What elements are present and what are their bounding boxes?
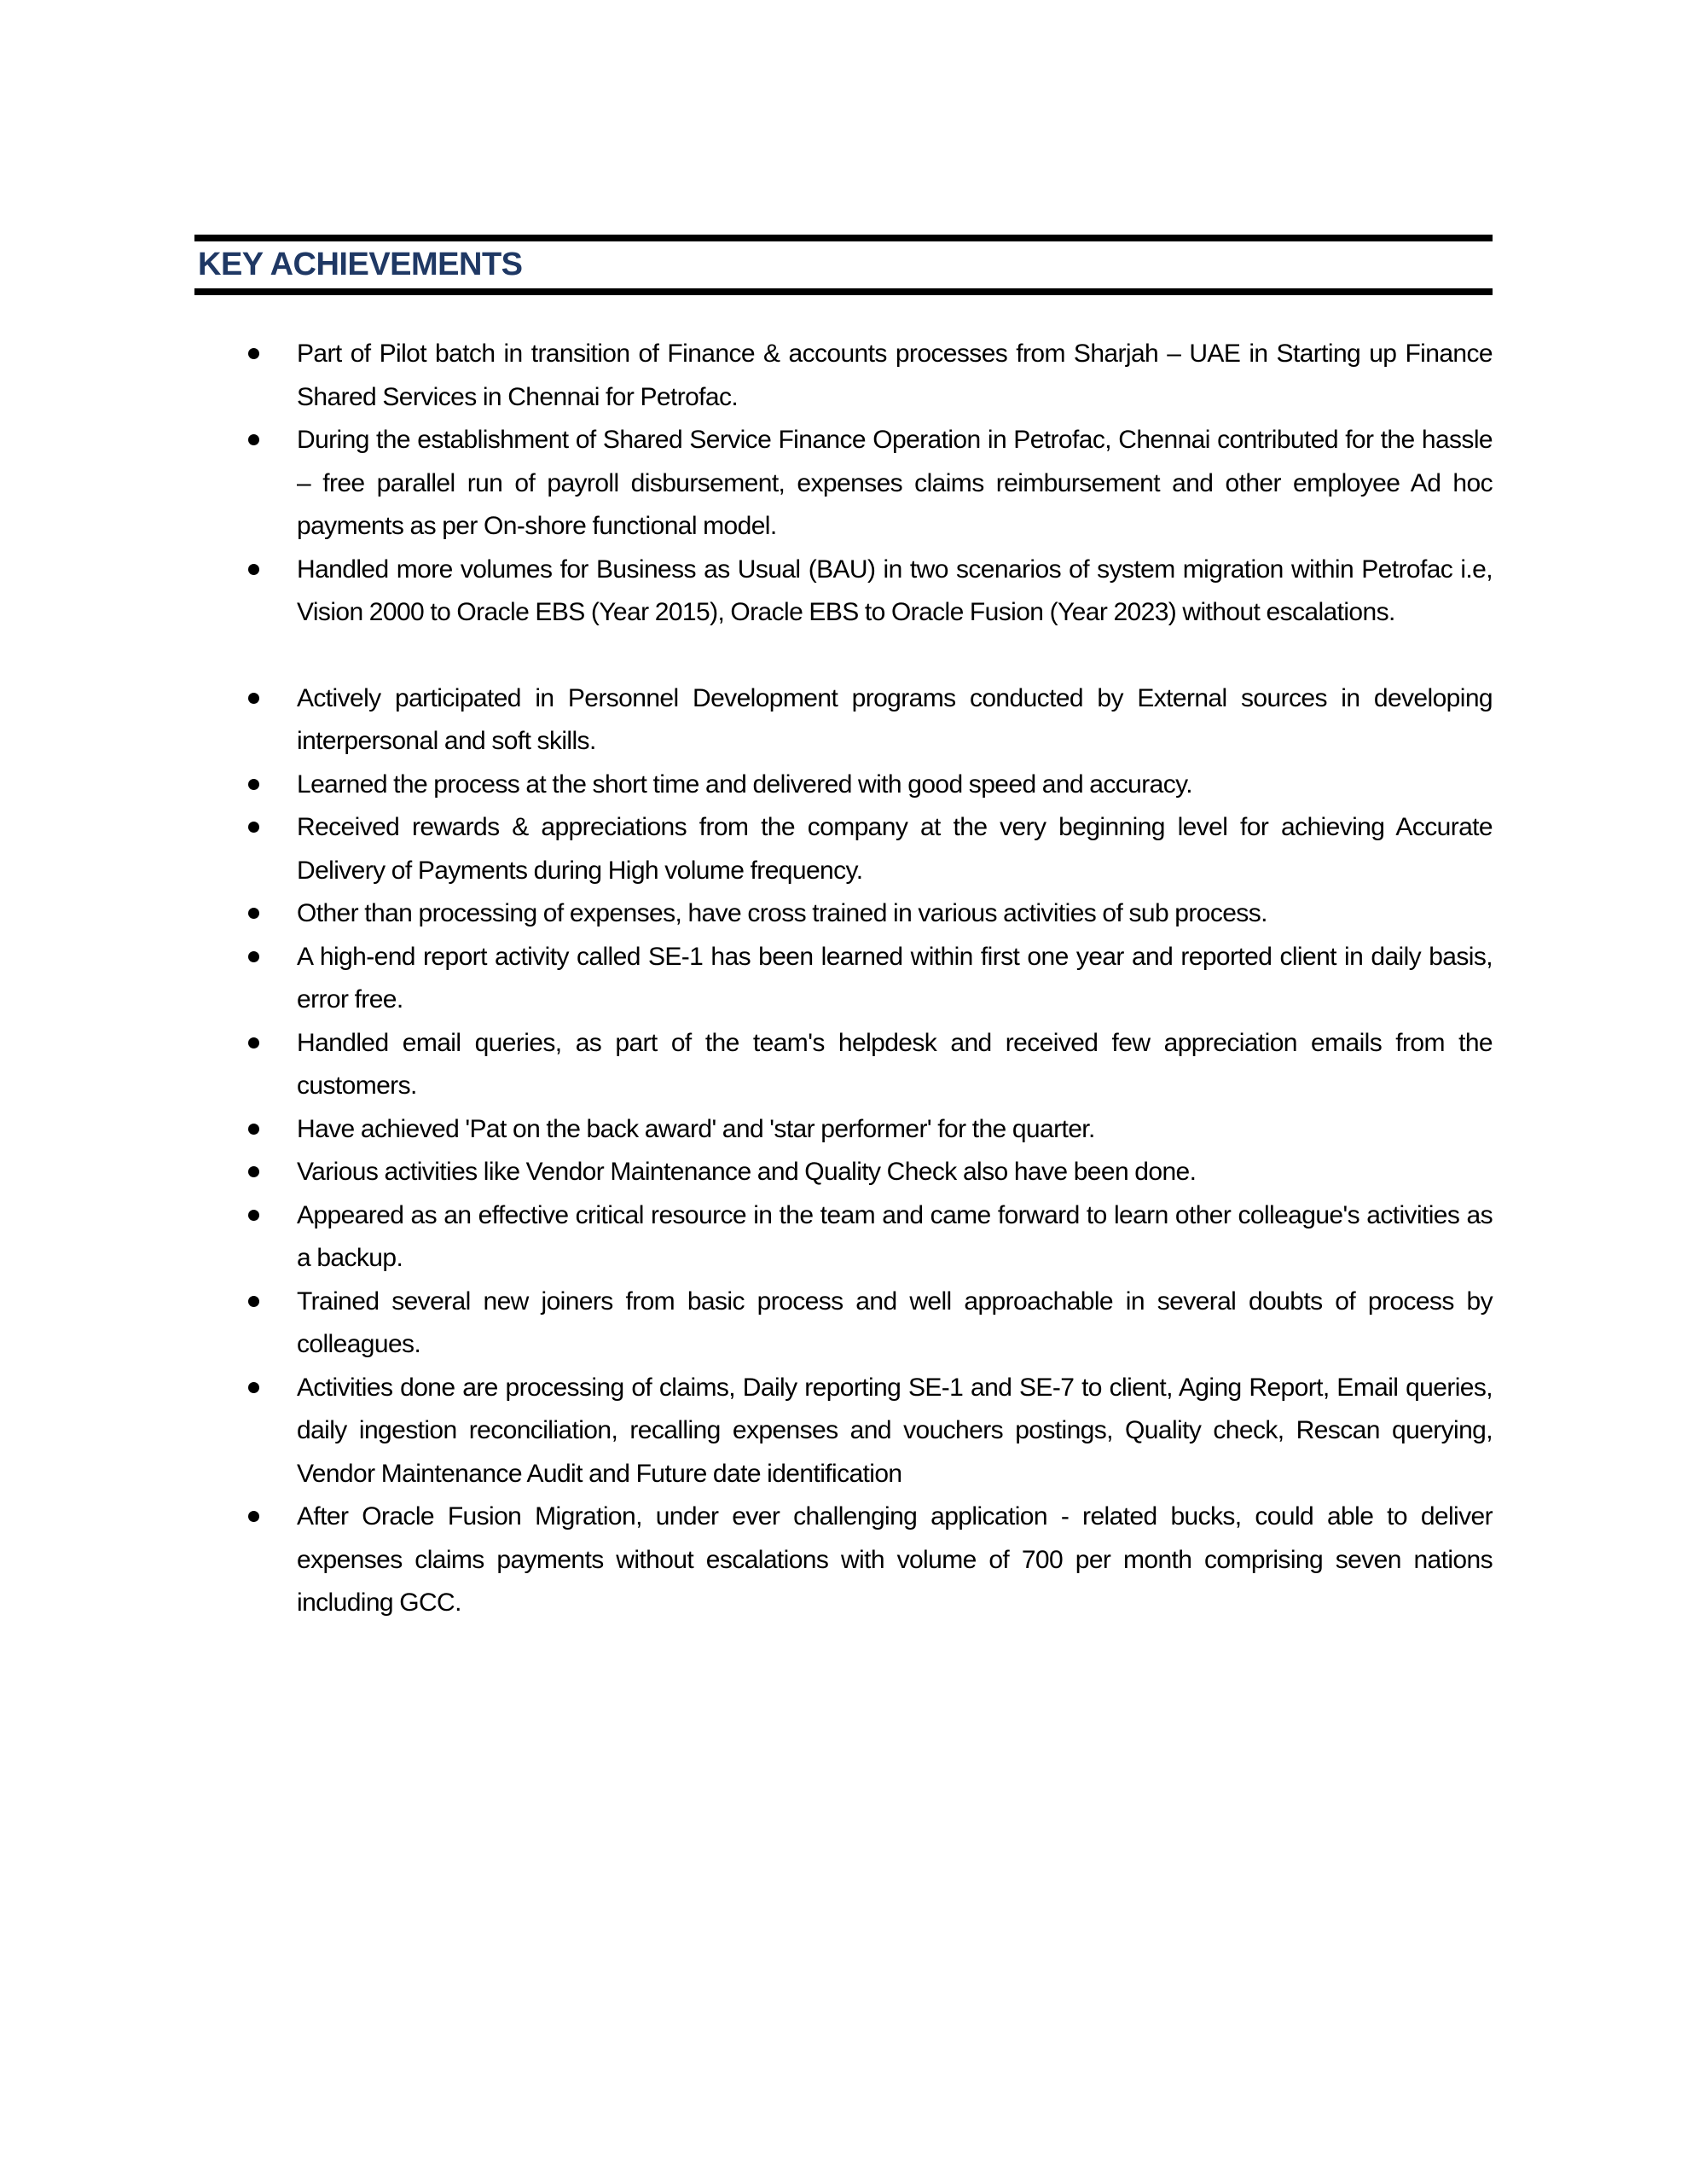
bottom-rule <box>194 288 1493 295</box>
achievement-text: Other than processing of expenses, have cross trained in various activities of sub process. <box>297 899 1267 927</box>
achievement-text: Learned the process at the short time and delivered with good speed and accuracy. <box>297 770 1193 799</box>
bullet-icon <box>248 1124 259 1135</box>
achievement-text: Appeared as an effective critical resource in the team and came forward to learn other colleague's activities as a backup. <box>297 1200 1493 1272</box>
bullet-icon <box>248 1210 259 1221</box>
achievement-text: During the establishment of Shared Service Finance Operation in Petrofac, Chennai contributed for the hassle – free parallel run of payroll disbursement, expenses claims reimbursement and other employee Ad hoc payments as per On-shore functional model. <box>297 426 1493 540</box>
bullet-icon <box>248 1382 259 1393</box>
top-rule <box>194 235 1493 241</box>
list-item <box>194 764 1493 807</box>
list-item <box>194 1367 1493 1496</box>
achievement-text: Activities done are processing of claims, Daily reporting SE-1 and SE-7 to client, Aging Report, Email queries, daily ingestion reconciliation, recalling expenses and vouchers postings, Quality check, Rescan querying, Vendor Maintenance Audit and Future date identification <box>297 1373 1493 1488</box>
list-item <box>194 1496 1493 1625</box>
achievements-list <box>194 333 1493 1625</box>
achievement-text: Have achieved 'Pat on the back award' and 'star performer' for the quarter. <box>297 1114 1095 1143</box>
bullet-icon <box>248 564 259 575</box>
bullet-icon <box>248 693 259 704</box>
achievement-text: Handled more volumes for Business as Usual (BAU) in two scenarios of system migration within Petrofac i.e, Vision 2000 to Oracle EBS (Year 2015), Oracle EBS to Oracle Fusion (Year 2023) without escalations. <box>297 555 1493 626</box>
list-item <box>194 1194 1493 1281</box>
list-item <box>194 333 1493 419</box>
list-item <box>194 892 1493 936</box>
achievement-text: A high-end report activity called SE-1 has been learned within first one year and reported client in daily basis, error free. <box>297 942 1493 1014</box>
list-item <box>194 1022 1493 1108</box>
section-title: KEY ACHIEVEMENTS <box>198 247 523 282</box>
achievement-text: Various activities like Vendor Maintenance and Quality Check also have been done. <box>297 1158 1197 1186</box>
list-item <box>194 1281 1493 1367</box>
bullet-icon <box>248 1296 259 1307</box>
achievement-text: After Oracle Fusion Migration, under ever challenging application - related bucks, could able to deliver expenses claims payments without escalations with volume of 700 per month comprising seven nations including GCC. <box>297 1502 1493 1617</box>
achievement-text: Part of Pilot batch in transition of Finance & accounts processes from Sharjah – UAE in Starting up Finance Shared Services in Chennai for Petrofac. <box>297 340 1493 411</box>
bullet-icon <box>248 1166 259 1177</box>
list-item <box>194 1108 1493 1152</box>
bullet-icon <box>248 779 259 790</box>
list-item <box>194 677 1493 764</box>
bullet-icon <box>248 348 259 359</box>
bullet-icon <box>248 434 259 445</box>
key-achievements-header <box>194 235 1493 295</box>
list-item <box>194 1151 1493 1194</box>
bullet-icon <box>248 951 259 962</box>
bullet-icon <box>248 1037 259 1048</box>
achievement-text: Trained several new joiners from basic process and well approachable in several doubts of process by colleagues. <box>297 1287 1493 1358</box>
bullet-icon <box>248 908 259 919</box>
achievement-text: Handled email queries, as part of the team's helpdesk and received few appreciation emails from the customers. <box>297 1028 1493 1100</box>
list-item <box>194 549 1493 635</box>
achievement-text: Received rewards & appreciations from the company at the very beginning level for achieving Accurate Delivery of Payments during High volume frequency. <box>297 813 1493 885</box>
list-item <box>194 936 1493 1022</box>
bullet-icon <box>248 1511 259 1522</box>
list-item <box>194 806 1493 892</box>
bullet-icon <box>248 822 259 833</box>
achievement-text: Actively participated in Personnel Development programs conducted by External sources in developing interpersonal and soft skills. <box>297 683 1493 755</box>
list-item <box>194 419 1493 549</box>
